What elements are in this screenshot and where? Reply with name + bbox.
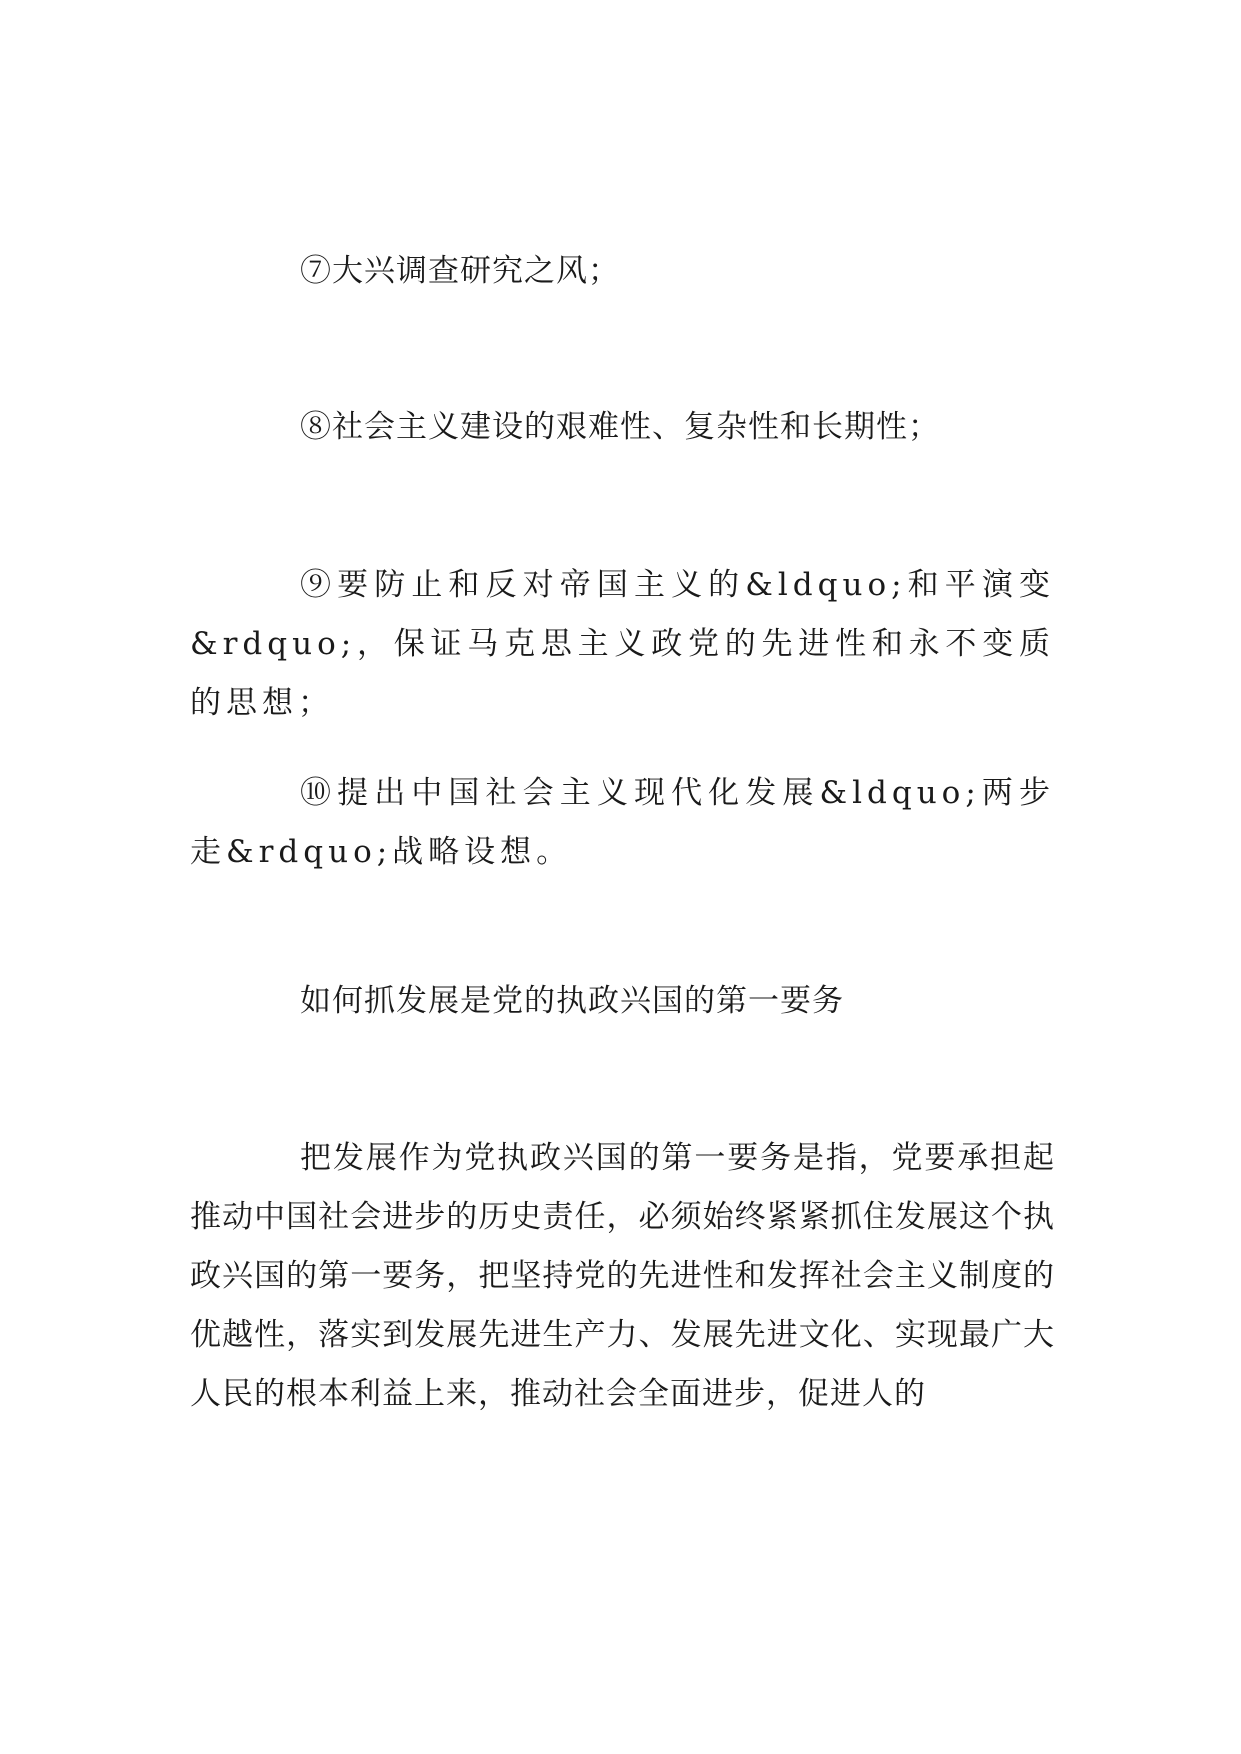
list-item-7: ⑦大兴调查研究之风； bbox=[300, 253, 620, 289]
section-heading: 如何抓发展是党的执政兴国的第一要务 bbox=[300, 983, 844, 1019]
list-item-8: ⑧社会主义建设的艰难性、复杂性和长期性； bbox=[300, 409, 940, 445]
list-item-10: ⑩提出中国社会主义现代化发展&ldquo;两步走&rdquo;战略设想。 bbox=[190, 775, 1055, 870]
body-paragraph: 把发展作为党执政兴国的第一要务是指，党要承担起推动中国社会进步的历史责任，必须始终紧紧抓住发展这个执政兴国的第一要务，把坚持党的先进性和发挥社会主义制度的优越性，落实到发展先进生产力、发展先进文化、实现最广大人民的根本利益上来，推动社会全面进步，促进人的 bbox=[190, 1140, 1055, 1412]
list-item-9: ⑨要防止和反对帝国主义的&ldquo;和平演变&rdquo;，保证马克思主义政党的先进性和永不变质的思想； bbox=[190, 567, 1055, 721]
